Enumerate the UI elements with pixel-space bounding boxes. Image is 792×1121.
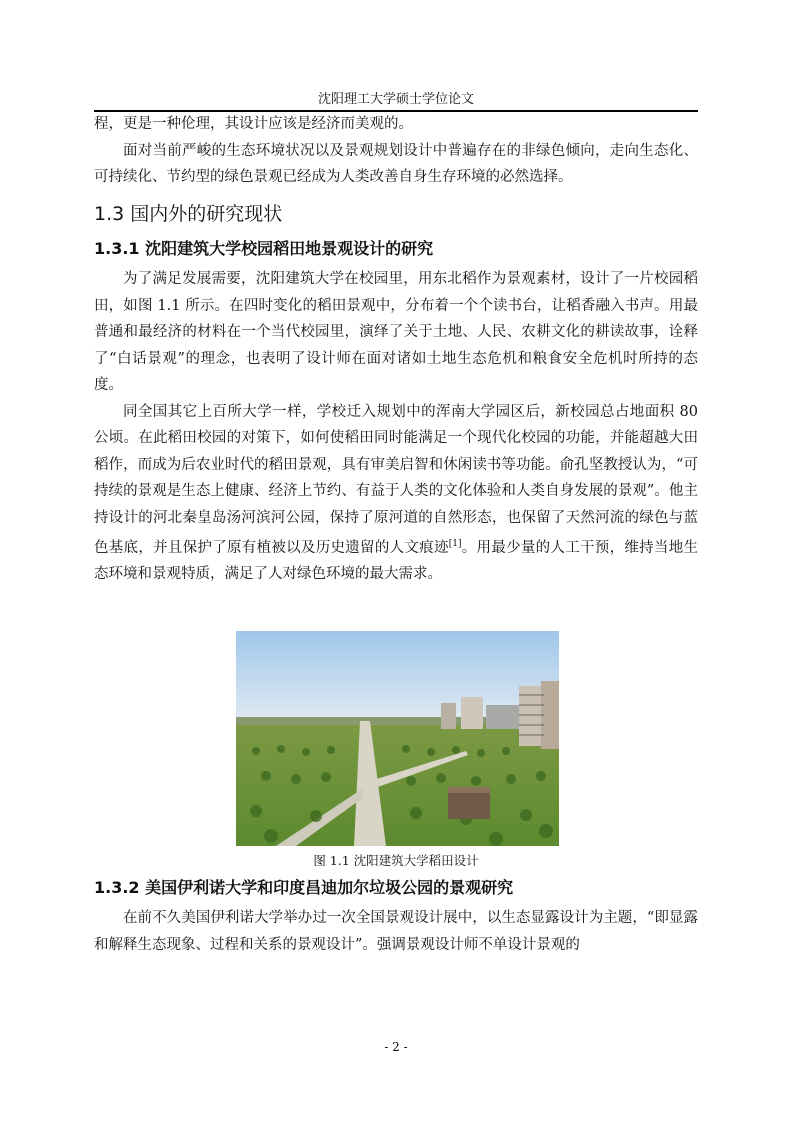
running-header: 沈阳理工大学硕士学位论文 [94, 88, 698, 112]
paragraph-text-tail: 。用最少量的人工干预，维持当地生态环境和景观特质，满足了人对绿色环境的最大需求。 [94, 539, 698, 583]
section-1-3-2-body [94, 905, 698, 958]
paragraph-green-landscape: 面对当前严峻的生态环境状况以及景观规划设计中普遍存在的非绿色倾向，走向生态化、可持续化、节约型的绿色景观已经成为人类改善自身生存环境的必然选择。 [94, 142, 698, 185]
figure-caption: 图 1.1 沈阳建筑大学稻田设计 [313, 853, 479, 868]
citation-ref[interactable]: [1] [448, 539, 462, 549]
paragraph-text: 同全国其它上百所大学一样，学校迁入规划中的浑南大学园区后，新校园总占地面积 80 公顷。在此稻田校园的对策下，如何使稻田同时能满足一个现代化校园的功能，并能超越大田稻作，而成为后农业时代的稻田景观，具有审美启智和休闲读书等功能。俞孔坚教授认为，“可持续的景观是生态上健康、经济上节约、有益于人类的文化体验和人类自身发展的景观”。他主持设计的河北秦皇岛汤河滨河公园，保持了原河道的自然形态，也保留了天然河流的绿色与蓝色基底，并且保护了原有植被以及历史遗留的人文痕迹 [94, 403, 698, 556]
paragraph-continuation: 程，更是一种伦理，其设计应该是经济而美观的。 [94, 116, 413, 132]
section-heading-1-3-2: 1.3.2 美国伊利诺大学和印度昌迪加尔垃圾公园的景观研究 [94, 878, 514, 897]
paragraph-eco-revelatory-design: 在前不久美国伊利诺大学举办过一次全国景观设计展中，以生态显露设计为主题，“即显露和解释生态现象、过程和关系的景观设计”。强调景观设计师不单设计景观的 [94, 910, 698, 953]
section-heading-1-3: 1.3 国内外的研究现状 [94, 203, 283, 225]
section-heading-1-3-1: 1.3.1 沈阳建筑大学校园稻田地景观设计的研究 [94, 239, 434, 258]
campus-rice-field-photo [236, 631, 559, 846]
section-1-3-1-body [94, 266, 698, 588]
photo-illustration [236, 631, 559, 846]
paragraph-rice-field-design: 为了满足发展需要，沈阳建筑大学在校园里，用东北稻作为景观素材，设计了一片校园稻田，如图 1.1 所示。在四时变化的稻田景观中，分布着一个个读书台，让稻香融入书声。用最普通和最经济的材料在一个当代校园里，演绎了关于土地、人民、农耕文化的耕读故事，诠释了“白话景观”的理念，也表明了设计师在面对诸如土地生态危机和粮食安全危机时所持的态度。 [94, 271, 698, 393]
intro-block [94, 111, 698, 191]
paragraph-campus-relocation [94, 399, 698, 588]
page-number: - 2 - [384, 1040, 408, 1054]
